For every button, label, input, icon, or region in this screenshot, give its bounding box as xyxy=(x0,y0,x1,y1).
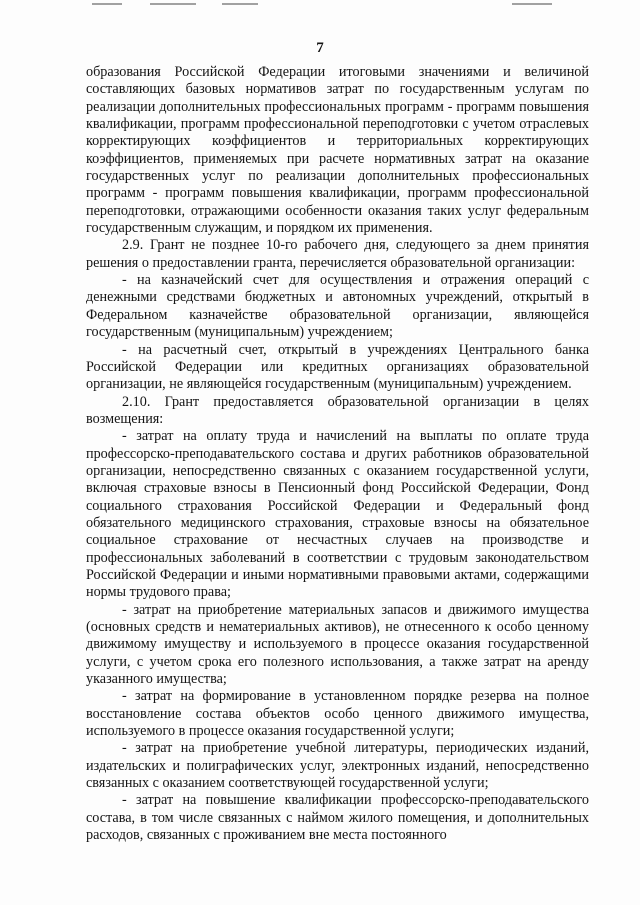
document-body xyxy=(86,64,589,844)
page-number: 7 xyxy=(316,40,324,56)
paragraph: - затрат на приобретение материальных запасов и движимого имущества (основных средств и нематериальных активов), не отнесенного к особо ценному движимому имуществу и используемого в процессе оказания государственной услуги, с учетом срока его полезного использования, а также затрат на аренду указанного имущества; xyxy=(86,601,589,688)
paragraph: образования Российской Федерации итоговыми значениями и величиной составляющих базовых нормативов затрат по государственным услугам по реализации дополнительных профессиональных программ - программ повышения квалификации, программ профессиональной переподготовки с учетом отраслевых корректирующих коэффициентов и территориальных корректирующих коэффициентов, применяемых при расчете нормативных затрат на оказание государственных услуг по реализации дополнительных профессиональных программ - программ повышения квалификации, программ профессиональной переподготовки, отражающими особенности оказания таких услуг федеральным государственным служащим, и порядком их применения. xyxy=(86,64,589,237)
scan-artifacts xyxy=(0,0,640,14)
paragraph: 2.9. Грант не позднее 10-го рабочего дня, следующего за днем принятия решения о предоставлении гранта, перечисляется образовательной организации: xyxy=(86,237,589,271)
paragraph: - затрат на приобретение учебной литературы, периодических изданий, издательских и полиграфических услуг, электронных изданий, непосредственно связанных с оказанием соответствующей государственной услуги; xyxy=(86,740,589,792)
paragraph: - затрат на оплату труда и начислений на выплаты по оплате труда профессорско-преподавательского состава и других работников образовательной организации, непосредственно связанных с оказанием государственной услуги, включая страховые взносы в Пенсионный фонд Российской Федерации, Фонд социального страхования Российской Федерации и Федеральный фонд обязательного медицинского страхования, страховые взносы на обязательное социальное страхование от несчастных случаев на производстве и профессиональных заболеваний в соответствии с трудовым законодательством Российской Федерации и иными нормативными правовыми актами, содержащими нормы трудового права; xyxy=(86,428,589,601)
paragraph: - затрат на формирование в установленном порядке резерва на полное восстановление состава объектов особо ценного движимого имущества, используемого в процессе оказания государственной услуги; xyxy=(86,688,589,740)
paragraph: - на казначейский счет для осуществления и отражения операций с денежными средствами бюджетных и автономных учреждений, открытый в Федеральном казначействе образовательной организации, являющейся государственным (муниципальным) учреждением; xyxy=(86,272,589,341)
paragraph: 2.10. Грант предоставляется образовательной организации в целях возмещения: xyxy=(86,393,589,427)
paragraph: - затрат на повышение квалификации профессорско-преподавательского состава, в том числе связанных с наймом жилого помещения, и дополнительных расходов, связанных с проживанием вне места постоянного xyxy=(86,792,589,844)
paragraph: - на расчетный счет, открытый в учреждениях Центрального банка Российской Федерации или кредитных организациях образовательной организации, не являющейся государственным (муниципальным) учреждением. xyxy=(86,341,589,393)
